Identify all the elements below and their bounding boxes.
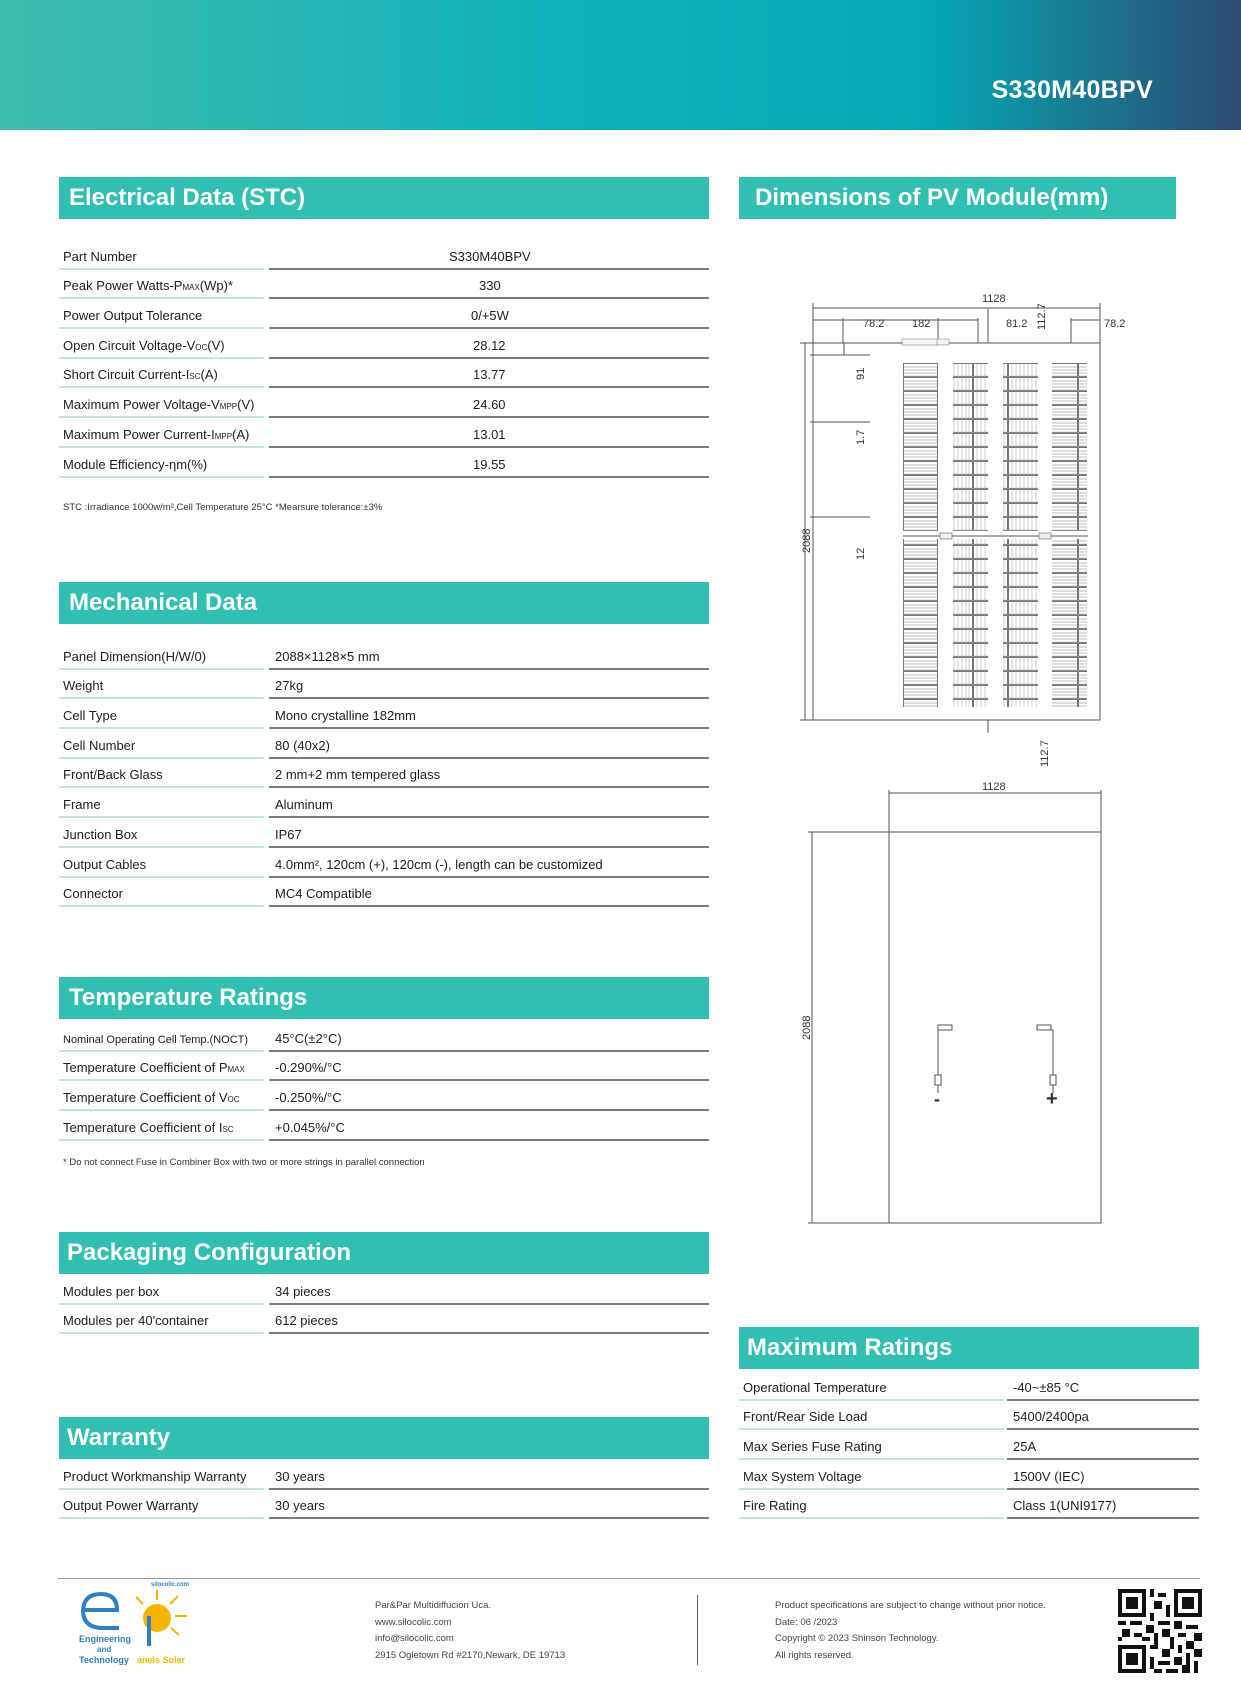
- qr-code-icon[interactable]: [1118, 1589, 1202, 1673]
- pv-cells-grid: [903, 363, 1088, 718]
- table-row: [59, 1052, 709, 1082]
- table-row: [739, 1490, 1199, 1520]
- table-row: [59, 670, 709, 700]
- row-label: Modules per 40'container: [63, 1313, 209, 1329]
- row-value: 0/+5W: [471, 308, 509, 324]
- table-row: [59, 729, 709, 759]
- legal-info: [775, 1598, 1046, 1664]
- dim-bottom-margin: 112.7: [1039, 740, 1051, 767]
- company-website[interactable]: www.silocolic.com: [375, 1616, 452, 1628]
- dim-height-back: 2088: [801, 1015, 813, 1040]
- row-label: Short Circuit Current-ISC(A): [63, 367, 218, 383]
- packaging-table: [59, 1275, 709, 1334]
- table-row: [739, 1430, 1199, 1460]
- row-label: Connector: [63, 886, 123, 902]
- row-label: Fire Rating: [743, 1498, 807, 1514]
- row-value: 2 mm+2 mm tempered glass: [275, 767, 441, 783]
- row-label: Open Circuit Voltage-VOC(V): [63, 337, 225, 353]
- row-label: Frame: [63, 797, 101, 813]
- row-value: -40~±85 °C: [1013, 1379, 1080, 1395]
- row-value: +0.045%/°C: [275, 1119, 345, 1135]
- table-row: [59, 1490, 709, 1520]
- table-row: [59, 299, 709, 329]
- table-row: [59, 1111, 709, 1141]
- row-label: Maximum Power Current-IMPP(A): [63, 426, 250, 442]
- table-row: [59, 448, 709, 478]
- row-label: Temperature Coefficient of PMAX: [63, 1060, 245, 1076]
- row-value: 13.77: [473, 367, 506, 383]
- company-info: [375, 1598, 565, 1664]
- mechanical-section-title: Mechanical Data: [59, 582, 709, 624]
- dim-height: 2088: [801, 528, 813, 553]
- row-value: 30 years: [275, 1498, 325, 1514]
- copyright: Copyright © 2023 Shinson Technology.: [775, 1633, 939, 1644]
- table-row: [59, 359, 709, 389]
- row-label: Max System Voltage: [743, 1468, 862, 1484]
- warranty-section-title: Warranty: [59, 1417, 709, 1459]
- date: Date: 06 /2023: [775, 1616, 838, 1628]
- table-row: [59, 270, 709, 300]
- mechanical-table: [59, 640, 709, 907]
- plus-terminal-label: +: [1046, 1088, 1058, 1110]
- table-row: [59, 329, 709, 359]
- packaging-section-title: Packaging Configuration: [59, 1232, 709, 1274]
- logo-word-technology: Technology: [79, 1655, 129, 1665]
- row-label: Maximum Power Voltage-VMPP(V): [63, 397, 255, 413]
- footer-vertical-divider: [697, 1595, 698, 1665]
- table-row: [59, 788, 709, 818]
- dim-width-back: 1128: [982, 781, 1006, 793]
- table-row: [59, 759, 709, 789]
- rights: All rights reserved.: [775, 1649, 854, 1661]
- row-value: 30 years: [275, 1468, 325, 1484]
- fuse-note: * Do not connect Fuse in Combiner Box with two or more strings in parallel connection: [63, 1157, 425, 1168]
- model-title: S330M40BPV: [991, 76, 1153, 104]
- dim-cell-gap: 1.7: [855, 429, 867, 445]
- dim-top-offset: 91: [855, 367, 867, 380]
- row-value: 25A: [1013, 1439, 1037, 1455]
- row-value: 612 pieces: [275, 1313, 338, 1329]
- dim-width-top: 1128: [982, 293, 1006, 305]
- warranty-table: [59, 1460, 709, 1519]
- table-row: [739, 1401, 1199, 1431]
- stc-note: STC :Irradiance 1000w/m²,Cell Temperature 25°C *Mearsure tolerance:±3%: [63, 502, 383, 513]
- row-value: -0.250%/°C: [275, 1090, 342, 1106]
- table-row: [59, 848, 709, 878]
- row-label: Part Number: [63, 248, 137, 264]
- row-value: IP67: [275, 826, 302, 842]
- row-label: Output Cables: [63, 856, 147, 872]
- row-value: 1500V (IEC): [1013, 1468, 1085, 1484]
- row-value: 34 pieces: [275, 1283, 331, 1299]
- logo-word-solar: anels Solar: [137, 1655, 186, 1665]
- dim-gap: 81.2: [1006, 318, 1028, 330]
- row-label: Cell Number: [63, 737, 136, 753]
- row-value: MC4 Compatible: [275, 886, 372, 902]
- row-label: Modules per box: [63, 1283, 160, 1299]
- row-value: Mono crystalline 182mm: [275, 708, 416, 724]
- table-row: [59, 699, 709, 729]
- row-value: 28.12: [473, 337, 506, 353]
- row-label: Peak Power Watts-PMAX(Wp)*: [63, 278, 234, 294]
- table-row: [59, 418, 709, 448]
- row-value: Class 1(UNI9177): [1013, 1498, 1117, 1514]
- table-row: [59, 1460, 709, 1490]
- row-label: Product Workmanship Warranty: [63, 1468, 247, 1484]
- table-row: [59, 818, 709, 848]
- electrical-table: [59, 240, 709, 478]
- dim-cell-width: 182: [912, 318, 931, 330]
- row-label: Power Output Tolerance: [63, 308, 203, 324]
- dim-top-margin: 112.7: [1036, 303, 1048, 330]
- table-row: [59, 1275, 709, 1305]
- dim-mid-gap: 12: [855, 547, 867, 560]
- row-value: 19.55: [473, 456, 506, 472]
- row-label: Junction Box: [63, 826, 138, 842]
- row-value: 45°C(±2°C): [275, 1030, 342, 1046]
- company-email[interactable]: info@silocolic.com: [375, 1633, 454, 1644]
- row-value: 2088×1128×5 mm: [275, 648, 380, 664]
- header-banner: [0, 0, 1241, 130]
- company-name: Par&Par Multidiffucion Uca.: [375, 1600, 491, 1611]
- logo-word-and: and: [97, 1645, 112, 1654]
- footer-divider: [58, 1578, 1200, 1579]
- dim-right-margin: 78.2: [1104, 318, 1126, 330]
- row-label: Cell Type: [63, 708, 117, 724]
- row-value: 27kg: [275, 678, 304, 694]
- row-value: Aluminum: [275, 797, 333, 813]
- dim-left-margin: 78.2: [863, 318, 885, 330]
- row-label: Max Series Fuse Rating: [743, 1439, 882, 1455]
- row-value: 5400/2400pa: [1013, 1409, 1089, 1425]
- row-label: Temperature Coefficient of ISC: [63, 1119, 234, 1135]
- row-label: Output Power Warranty: [63, 1498, 199, 1514]
- max-ratings-table: [739, 1371, 1199, 1519]
- table-row: [59, 240, 709, 270]
- spec-notice: Product specifications are subject to change without prior notice.: [775, 1600, 1046, 1611]
- table-row: [59, 1305, 709, 1335]
- max-ratings-section-title: Maximum Ratings: [739, 1327, 1199, 1369]
- logo-word-engineering: Engineering: [79, 1634, 132, 1644]
- dimensions-section-title: Dimensions of PV Module(mm): [739, 177, 1176, 219]
- row-value: S330M40BPV: [449, 248, 531, 264]
- row-label: Weight: [63, 678, 104, 694]
- table-row: [59, 1081, 709, 1111]
- row-value: 24.60: [473, 397, 506, 413]
- row-value: 4.0mm², 120cm (+), 120cm (-), length can be customized: [275, 856, 603, 872]
- table-row: [739, 1460, 1199, 1490]
- row-label: Temperature Coefficient of VOC: [63, 1090, 240, 1106]
- company-address: 2915 Ogletown Rd #2170,Newark, DE 19713: [375, 1649, 566, 1661]
- electrical-section-title: Electrical Data (STC): [59, 177, 709, 219]
- row-label: Nominal Operating Cell Temp.(NOCT): [63, 1033, 249, 1046]
- table-row: [59, 640, 709, 670]
- temperature-section-title: Temperature Ratings: [59, 977, 709, 1019]
- row-value: 330: [479, 278, 501, 294]
- table-row: [59, 1022, 709, 1052]
- row-label: Front/Rear Side Load: [743, 1409, 868, 1425]
- row-label: Panel Dimension(H/W/0): [63, 648, 207, 664]
- row-value: 13.01: [473, 426, 506, 442]
- temperature-table: [59, 1022, 709, 1141]
- row-label: Module Efficiency-ηm(%): [63, 456, 208, 472]
- table-row: [59, 388, 709, 418]
- minus-terminal-label: -: [934, 1089, 940, 1109]
- table-row: [59, 878, 709, 908]
- row-value: -0.290%/°C: [275, 1060, 342, 1076]
- company-logo: [75, 1582, 205, 1670]
- row-label: Operational Temperature: [743, 1379, 887, 1395]
- pv-module-back-drawing: [800, 785, 1120, 1225]
- logo-url: silocolic.com: [151, 1582, 190, 1588]
- table-row: [739, 1371, 1199, 1401]
- row-label: Front/Back Glass: [63, 767, 163, 783]
- row-value: 80 (40x2): [275, 737, 330, 753]
